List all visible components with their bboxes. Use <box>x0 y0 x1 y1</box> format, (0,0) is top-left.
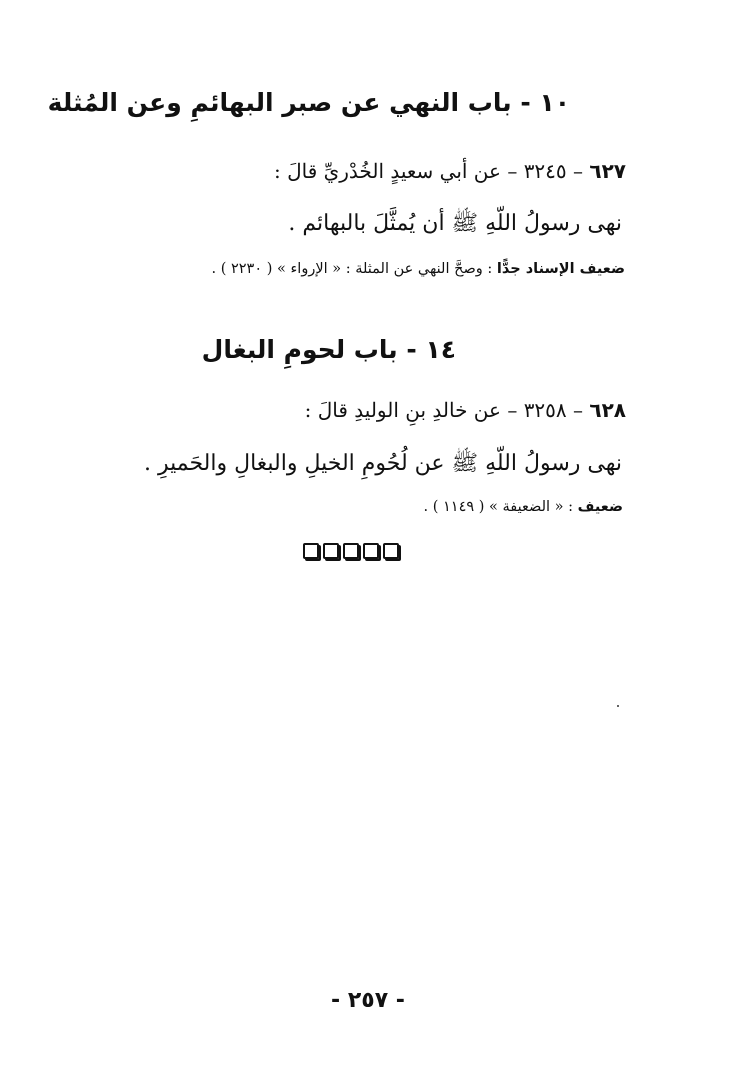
hadith-627-number: ٦٢٧ <box>589 159 626 183</box>
box-square-icon <box>323 543 339 559</box>
hadith-628-original-number: ٣٢٥٨ <box>523 398 567 422</box>
hadith-628-number: ٦٢٨ <box>589 398 626 422</box>
hadith-627-dash: – <box>573 159 584 183</box>
hadith-627-grading <box>80 261 625 277</box>
page-number: - ٢٥٧ - <box>331 988 405 1013</box>
hadith-628-grade-note: : « الضعيفة » ( ١١٤٩ ) . <box>423 499 573 515</box>
scan-speck <box>617 705 619 707</box>
hadith-628-grading <box>80 499 623 515</box>
hadith-627-grade-note: : وصحَّ النهي عن المثلة : « الإرواء » ( ٢٢٣٠ ) . <box>211 261 493 277</box>
chapter-14-heading: ١٤ - باب لحومِ البغال <box>201 335 456 364</box>
hadith-628-chain: – عن خالدِ بنِ الوليدِ قالَ : <box>304 398 518 422</box>
chapter-10-heading: ١٠ - باب النهي عن صبر البهائمِ وعن المُثلة <box>47 88 570 117</box>
box-square-icon <box>343 543 359 559</box>
box-square-icon <box>383 543 399 559</box>
hadith-627-original-number: ٣٢٤٥ <box>523 159 567 183</box>
box-square-icon <box>363 543 379 559</box>
hadith-628-header <box>80 398 626 422</box>
hadith-627-chain: – عن أبي سعيدٍ الخُدْريِّ قالَ : <box>273 159 518 183</box>
hadith-627-text: نهى رسولُ اللّهِ ﷺ أن يُمثَّلَ بالبهائم . <box>288 211 622 236</box>
box-square-icon <box>303 543 319 559</box>
section-separator <box>303 543 423 559</box>
hadith-628-text: نهى رسولُ اللّهِ ﷺ عن لُحُومِ الخيلِ والبغالِ والحَميرِ . <box>143 451 622 476</box>
hadith-627-grade: ضعيف الإسناد جدًّا <box>496 261 625 277</box>
hadith-628-dash: – <box>573 398 584 422</box>
hadith-627-header <box>80 159 626 183</box>
hadith-628-grade: ضعيف <box>577 499 623 515</box>
